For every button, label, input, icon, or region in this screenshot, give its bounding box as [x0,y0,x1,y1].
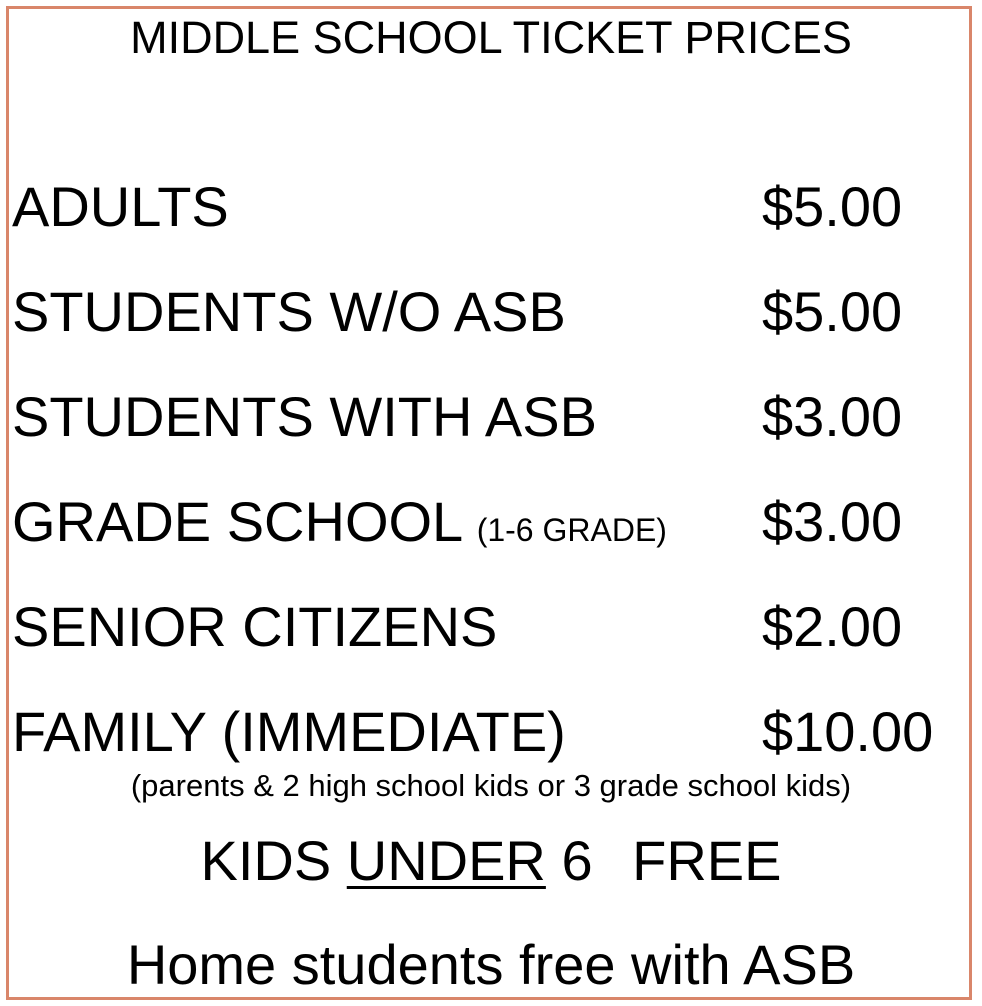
price-label: STUDENTS WITH ASB [12,385,597,448]
price-label: ADULTS [12,175,229,238]
price-label: FAMILY (IMMEDIATE) [12,700,566,763]
kids-age: 6 [561,829,593,892]
price-label-sub: (1-6 GRADE) [476,512,667,548]
kids-prefix: KIDS [200,829,332,892]
price-value: $2.00 [762,595,903,658]
price-label: GRADE SCHOOL [12,490,462,553]
kids-under: UNDER [346,829,546,892]
price-value: $5.00 [762,175,903,238]
family-note: (parents & 2 high school kids or 3 grade school kids) [130,768,852,803]
price-value: $5.00 [762,280,903,343]
price-label: STUDENTS W/O ASB [12,280,566,343]
price-value: $3.00 [762,490,903,553]
price-value: $3.00 [762,385,903,448]
price-value: $10.00 [762,700,934,763]
page-title: MIDDLE SCHOOL TICKET PRICES [130,12,852,63]
price-label-group [12,487,667,565]
home-students-line: Home students free with ASB [126,933,856,996]
kids-free-line [0,828,982,894]
price-label: SENIOR CITIZENS [12,595,498,658]
kids-status: FREE [632,829,782,892]
